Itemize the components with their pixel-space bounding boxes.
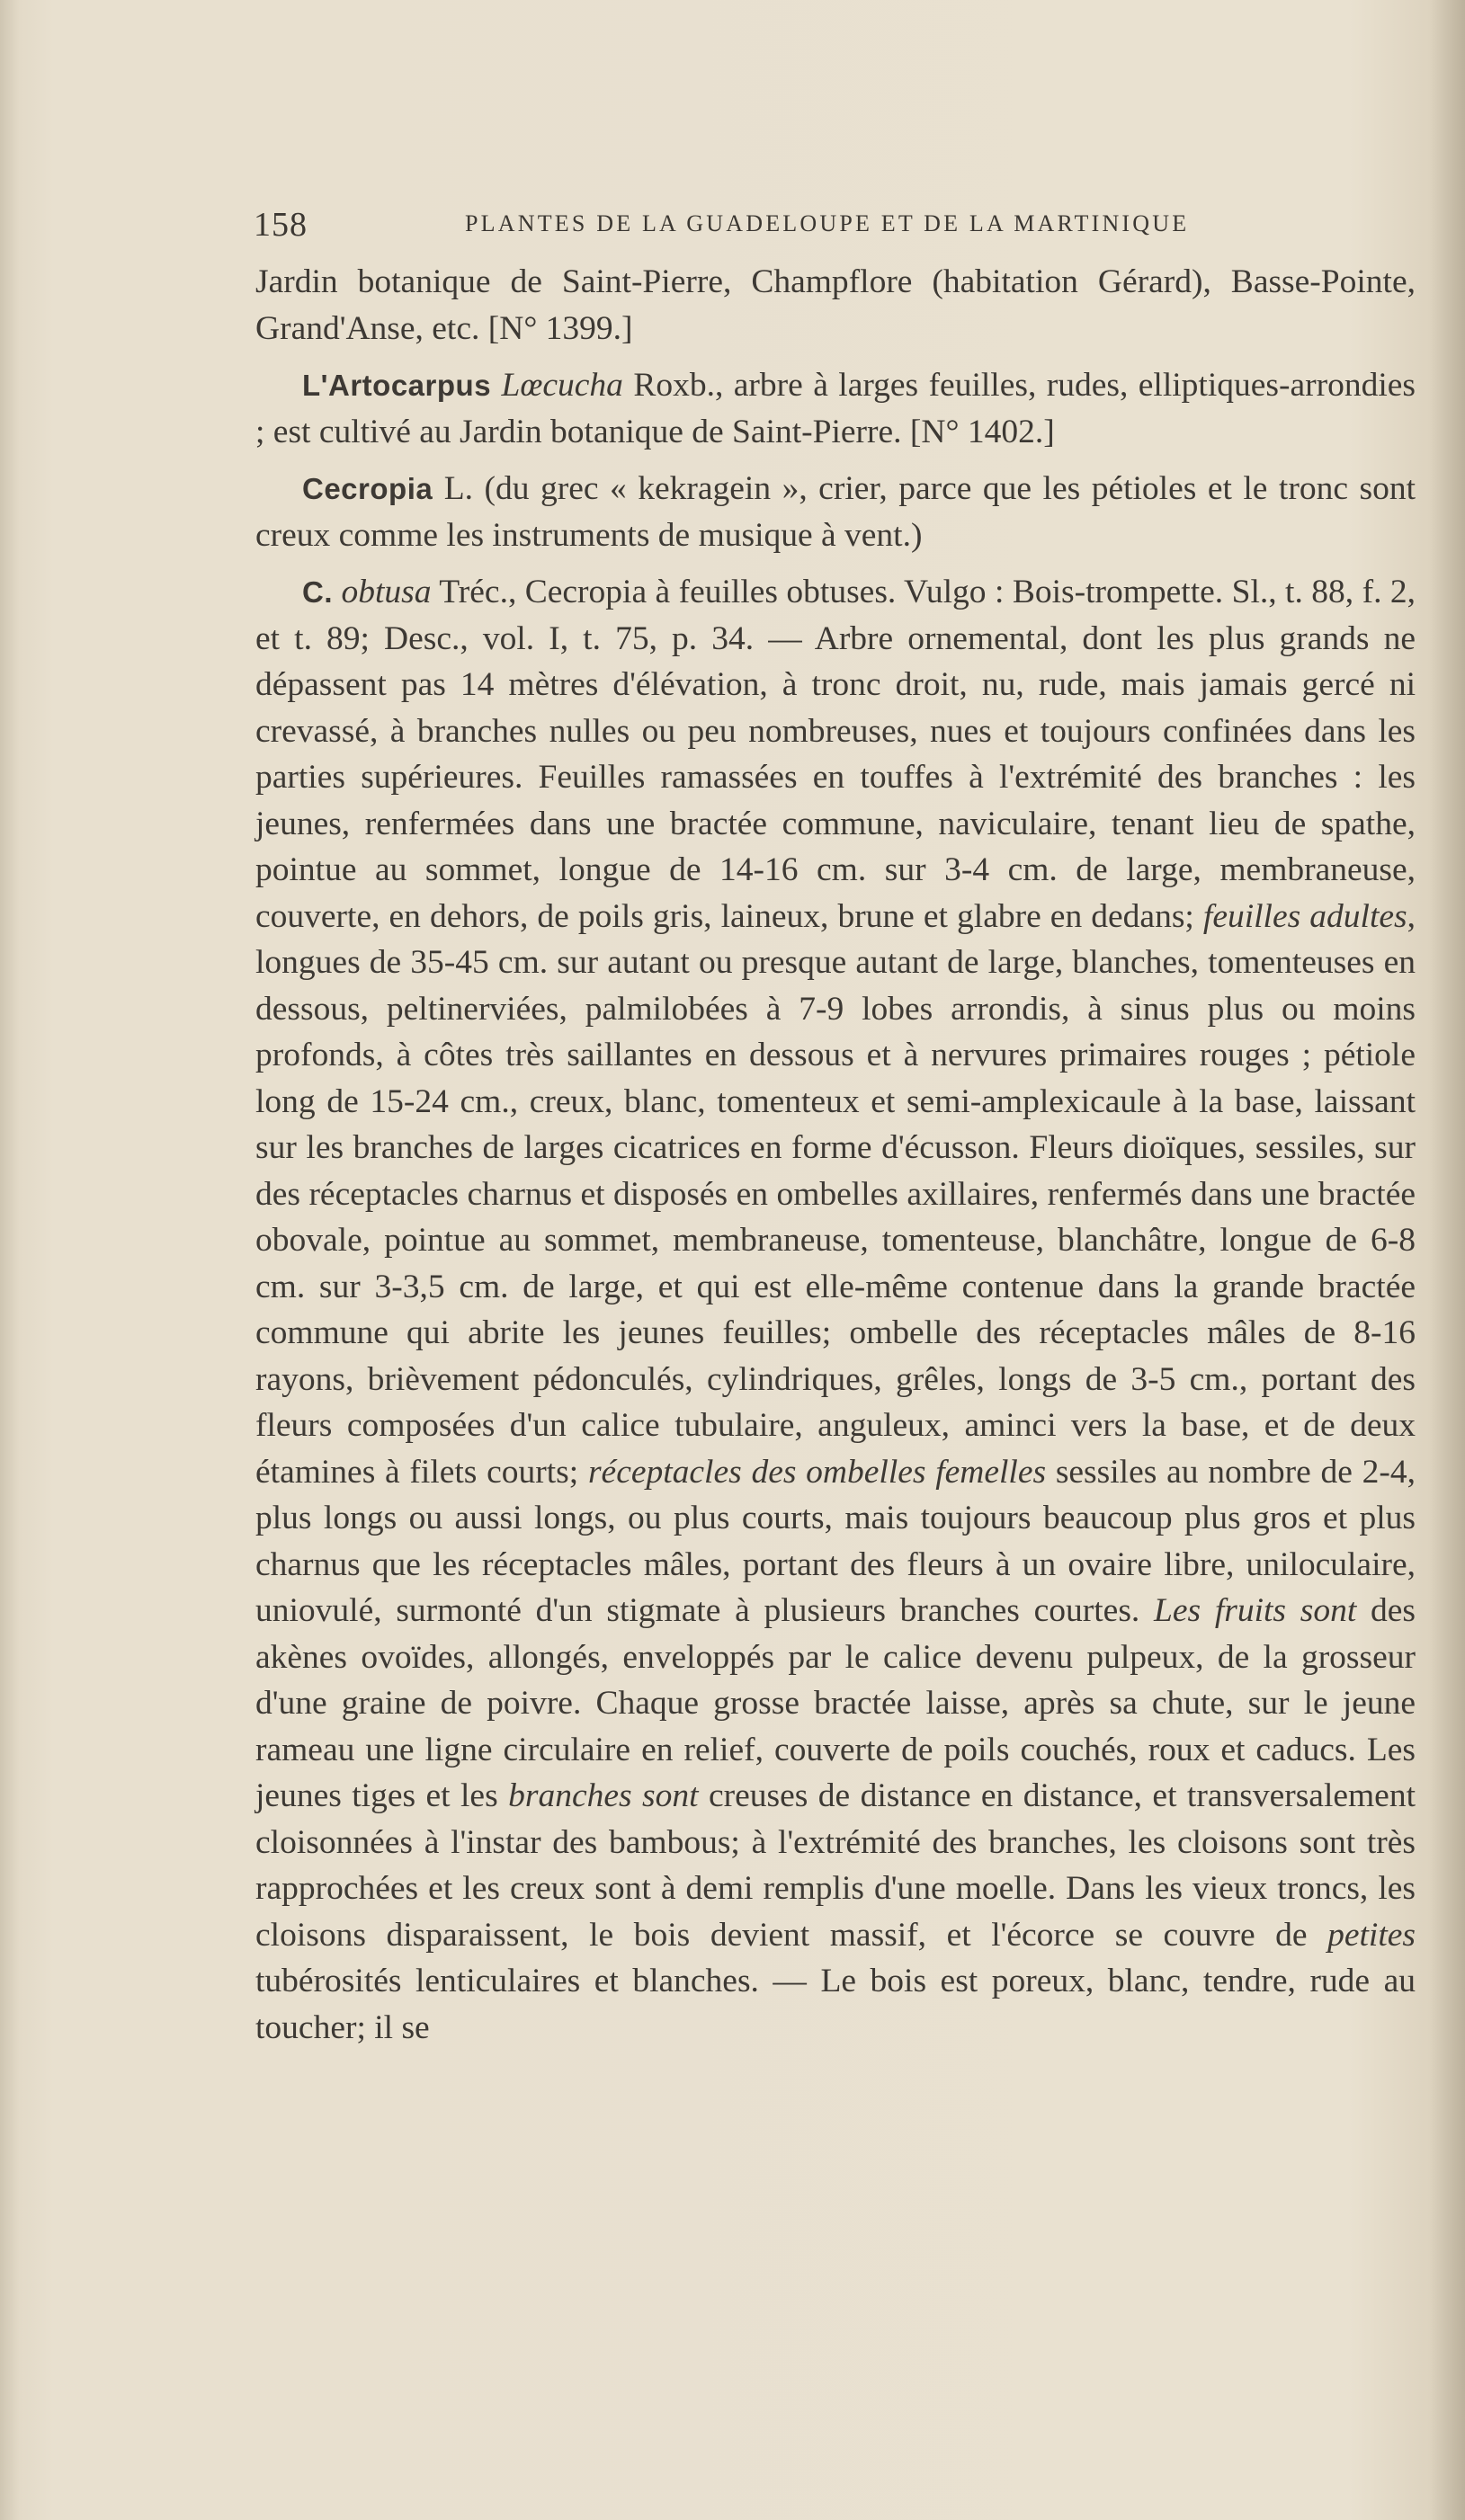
obtusa-text-a: Tréc., Cecropia à feuilles obtuses. Vulgo : Bois-trompette. Sl., t. 88, f. 2, et t. 89; Desc., vol. I, t. 75, p. 34. — Arbre ornemental, dont les plus grands ne dépassent pas 14 mètres d'élévation, à tronc droit, nu, rude, mais jamais gercé ni crevassé, à branches nulles ou peu nombreuses, nues et toujours confinées dans les parties supérieures. Feuilles ramassées en touffes à l'extrémité des branches : les jeunes, renfermées dans une bractée commune, naviculaire, tenant lieu de spathe, pointue au sommet, longue de 14-16 cm. sur 3-4 cm. de large, membraneuse, couverte, en dehors, de poils gris, laineux, brune et glabre en dedans; bbox=[255, 574, 1416, 935]
page-number: 158 bbox=[254, 206, 308, 244]
paragraph-cecropia bbox=[255, 466, 1416, 558]
paragraph-1-text: Jardin botanique de Saint-Pierre, Champflore (habitation Gérard), Basse-Pointe, Grand'Anse, etc. [N° 1399.] bbox=[255, 263, 1416, 347]
page-header bbox=[254, 205, 1432, 244]
genus-abbrev-c: C. bbox=[302, 575, 333, 609]
species-obtusa: obtusa bbox=[341, 574, 432, 610]
paragraph-1 bbox=[255, 259, 1416, 352]
paragraph-c-obtusa bbox=[255, 569, 1416, 2051]
obtusa-italic-1: feuilles adultes bbox=[1202, 897, 1407, 935]
species-laecucha: Lœcucha bbox=[501, 367, 623, 404]
paragraph-cecropia-text: L. (du grec « kekragein », crier, parce que les pétioles et le tronc sont creux comme les instruments de musique à vent.) bbox=[255, 470, 1416, 554]
obtusa-italic-4: branches sont bbox=[508, 1777, 699, 1814]
obtusa-text-c: sessiles au nombre de 2-4, plus longs ou aussi longs, ou plus courts, mais toujours beaucoup plus gros et plus charnus que les réceptacles mâles, portant des fleurs à un ovaire libre, uniloculaire, uniovulé, surmonté d'un stigmate à plusieurs branches courtes. bbox=[255, 1453, 1416, 1629]
running-title: PLANTES DE LA GUADELOUPE ET DE LA MARTINIQUE bbox=[465, 210, 1190, 236]
obtusa-text-d: des akènes ovoïdes, allongés, enveloppés par le calice devenu pulpeux, de la grosseur d'une graine de poivre. Chaque grosse bractée laisse, après sa chute, sur le jeune rameau une ligne circulaire en relief, couverte de poils couchés, roux et caducs. Les jeunes tiges et les bbox=[255, 1592, 1416, 1814]
obtusa-text-b: , longues de 35-45 cm. sur autant ou presque autant de large, blanches, tomenteuses en dessous, peltinerviées, palmilobées à 7-9 lobes arrondis, à sinus plus ou moins profonds, à côtes très saillantes en dessous et à nervures primaires rouges ; pétiole long de 15-24 cm., creux, blanc, tomenteux et semi-amplexicaule à la base, laissant sur les branches de larges cicatrices en forme d'écusson. Fleurs dioïques, sessiles, sur des réceptacles charnus et disposés en ombelles axillaires, renfermés dans une bractée obovale, pointue au sommet, membraneuse, tomenteuse, blanchâtre, longue de 6-8 cm. sur 3-3,5 cm. de large, et qui est elle-même contenue dans la grande bractée commune qui abrite les jeunes feuilles; ombelle des réceptacles mâles de 8-16 rayons, brièvement pédonculés, cylindriques, grêles, longs de 3-5 cm., portant des fleurs composées d'un calice tubulaire, anguleux, aminci vers la base, et de deux étamines à filets courts; bbox=[255, 897, 1416, 1491]
paragraph-artocarpus bbox=[255, 362, 1416, 455]
obtusa-text-e: creuses de distance en distance, et transversalement cloisonnées à l'instar des bambous; à l'extrémité des branches, les cloisons sont très rapprochées et les creux sont à demi remplis d'une moelle. Dans les vieux troncs, les cloisons disparaissent, le bois devient massif, et l'écorce se couvre de bbox=[255, 1777, 1416, 1954]
page-gutter-shadow bbox=[1429, 0, 1465, 2520]
obtusa-text-f: tubérosités lenticulaires et blanches. — Le bois est poreux, blanc, tendre, rude au toucher; il se bbox=[255, 1963, 1416, 2046]
body-text bbox=[255, 259, 1416, 2061]
genus-artocarpus: L'Artocarpus bbox=[302, 369, 492, 402]
obtusa-italic-3: Les fruits sont bbox=[1154, 1592, 1357, 1629]
paragraph-artocarpus-text: Roxb., arbre à larges feuilles, rudes, elliptiques-arrondies ; est cultivé au Jardin botanique de Saint-Pierre. [N° 1402.] bbox=[255, 367, 1416, 450]
obtusa-italic-5: petites bbox=[1327, 1916, 1416, 1954]
obtusa-italic-2: réceptacles des ombelles femelles bbox=[587, 1453, 1047, 1491]
genus-cecropia: Cecropia bbox=[302, 472, 433, 505]
